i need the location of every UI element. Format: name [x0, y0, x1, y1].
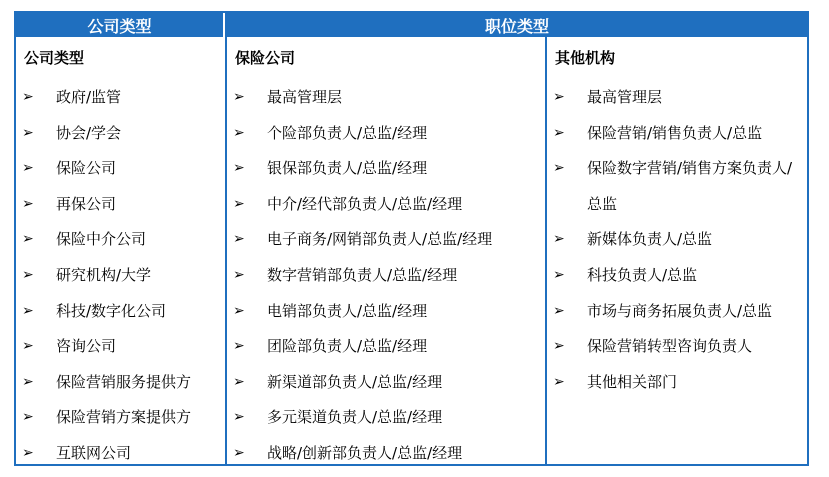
list-item-text: 科技/数字化公司 — [56, 301, 167, 320]
list-item-continuation — [553, 192, 805, 228]
bullet-icon: ➢ — [553, 89, 565, 105]
bullet-icon: ➢ — [233, 302, 245, 319]
bullet-icon: ➢ — [553, 231, 565, 248]
bullet-icon: ➢ — [233, 267, 245, 283]
bullet-icon: ➢ — [22, 267, 34, 283]
list-item — [22, 85, 217, 121]
list-item-text: 保险营销方案提供方 — [56, 408, 192, 427]
table — [14, 11, 809, 466]
bullet-icon: ➢ — [233, 124, 245, 141]
list-item — [233, 405, 539, 441]
bullet-icon: ➢ — [22, 124, 34, 141]
list-item — [553, 334, 805, 370]
list-item-text: 战略/创新部负责人/总监/经理 — [267, 444, 463, 462]
list-item — [22, 370, 217, 406]
list-item-text: 数字营销部负责人/总监/经理 — [267, 266, 458, 284]
bullet-icon: ➢ — [22, 231, 34, 248]
list-item — [22, 441, 217, 477]
column-title: 其他机构 — [555, 49, 616, 67]
list-item-text: 新媒体负责人/总监 — [587, 230, 713, 249]
list-item-text: 科技负责人/总监 — [587, 266, 698, 284]
list-item — [233, 263, 539, 299]
list-item-text: 电销部负责人/总监/经理 — [267, 301, 428, 320]
list-item — [233, 192, 539, 228]
list-item-text: 最高管理层 — [587, 88, 663, 106]
bullet-icon: ➢ — [553, 373, 565, 390]
list-item — [233, 370, 539, 406]
list-item-text: 电子商务/网销部负责人/总监/经理 — [267, 230, 493, 249]
list-item-text: 协会/学会 — [56, 123, 122, 142]
bullet-icon: ➢ — [22, 409, 34, 426]
list-item-text: 保险营销服务提供方 — [56, 372, 192, 391]
list-item — [22, 121, 217, 157]
list-item — [22, 192, 217, 228]
list-item — [22, 156, 217, 192]
bullet-icon: ➢ — [233, 338, 245, 355]
list-item-text: 银保部负责人/总监/经理 — [267, 159, 428, 178]
list-item — [553, 299, 805, 335]
bullet-icon: ➢ — [22, 373, 34, 390]
bullet-icon: ➢ — [22, 338, 34, 355]
bullet-icon: ➢ — [233, 373, 245, 390]
list-item-text: 其他相关部门 — [587, 372, 678, 391]
list-item — [233, 334, 539, 370]
list-item-text: 政府/监管 — [56, 88, 122, 106]
list-item-text: 市场与商务拓展负责人/总监 — [587, 301, 773, 320]
list-item-text: 中介/经代部负责人/总监/经理 — [267, 194, 463, 213]
column-other — [545, 37, 811, 464]
list-item-text: 总监 — [587, 194, 618, 213]
bullet-icon: ➢ — [22, 302, 34, 319]
list-item-text: 个险部负责人/总监/经理 — [267, 123, 428, 142]
bullet-icon: ➢ — [553, 160, 565, 177]
bullet-icon: ➢ — [553, 338, 565, 355]
list-item — [233, 156, 539, 192]
list-item — [22, 299, 217, 335]
bullet-icon: ➢ — [233, 409, 245, 426]
bullet-icon: ➢ — [22, 195, 34, 212]
list-item — [553, 85, 805, 121]
bullet-icon: ➢ — [553, 267, 565, 283]
bullet-icon: ➢ — [233, 195, 245, 212]
list-item-text: 保险营销/销售负责人/总监 — [587, 123, 763, 142]
bullet-icon: ➢ — [22, 89, 34, 105]
list-item — [233, 299, 539, 335]
list-item — [553, 156, 805, 192]
list-item — [553, 370, 805, 406]
list-item-text: 团险部负责人/总监/经理 — [267, 337, 428, 356]
bullet-icon: ➢ — [22, 160, 34, 177]
column-title: 公司类型 — [24, 49, 85, 67]
bullet-icon: ➢ — [553, 302, 565, 319]
list-item — [233, 227, 539, 263]
list-item-text: 保险数字营销/销售方案负责人/ — [587, 159, 793, 178]
bullet-icon: ➢ — [233, 445, 245, 461]
list-item — [233, 441, 539, 477]
bullet-icon: ➢ — [22, 445, 34, 461]
list-item-text: 互联网公司 — [56, 444, 132, 462]
list-item-text: 多元渠道负责人/总监/经理 — [267, 408, 443, 427]
bullet-icon: ➢ — [233, 231, 245, 248]
list-item-text: 新渠道部负责人/总监/经理 — [267, 372, 443, 391]
list-item — [233, 121, 539, 157]
list-item — [233, 85, 539, 121]
list-item-text: 保险公司 — [56, 159, 117, 178]
list-item-text: 最高管理层 — [267, 88, 343, 106]
column-company — [16, 37, 223, 464]
header-company-type: 公司类型 — [16, 13, 223, 37]
column-title: 保险公司 — [235, 49, 296, 67]
list-item — [22, 263, 217, 299]
header-position-type: 职位类型 — [225, 13, 809, 37]
list-item-text: 保险营销转型咨询负责人 — [587, 337, 753, 356]
bullet-icon: ➢ — [233, 89, 245, 105]
list-item — [553, 263, 805, 299]
bullet-icon: ➢ — [233, 160, 245, 177]
list-item — [22, 227, 217, 263]
list-item — [22, 405, 217, 441]
bullet-icon: ➢ — [553, 124, 565, 141]
list-item-text: 保险中介公司 — [56, 230, 147, 249]
list-item-text: 研究机构/大学 — [56, 266, 152, 284]
list-item — [553, 121, 805, 157]
list-item — [22, 334, 217, 370]
list-item-text: 咨询公司 — [56, 337, 117, 356]
column-insurer — [225, 37, 545, 464]
list-item — [553, 227, 805, 263]
list-item-text: 再保公司 — [56, 194, 117, 213]
